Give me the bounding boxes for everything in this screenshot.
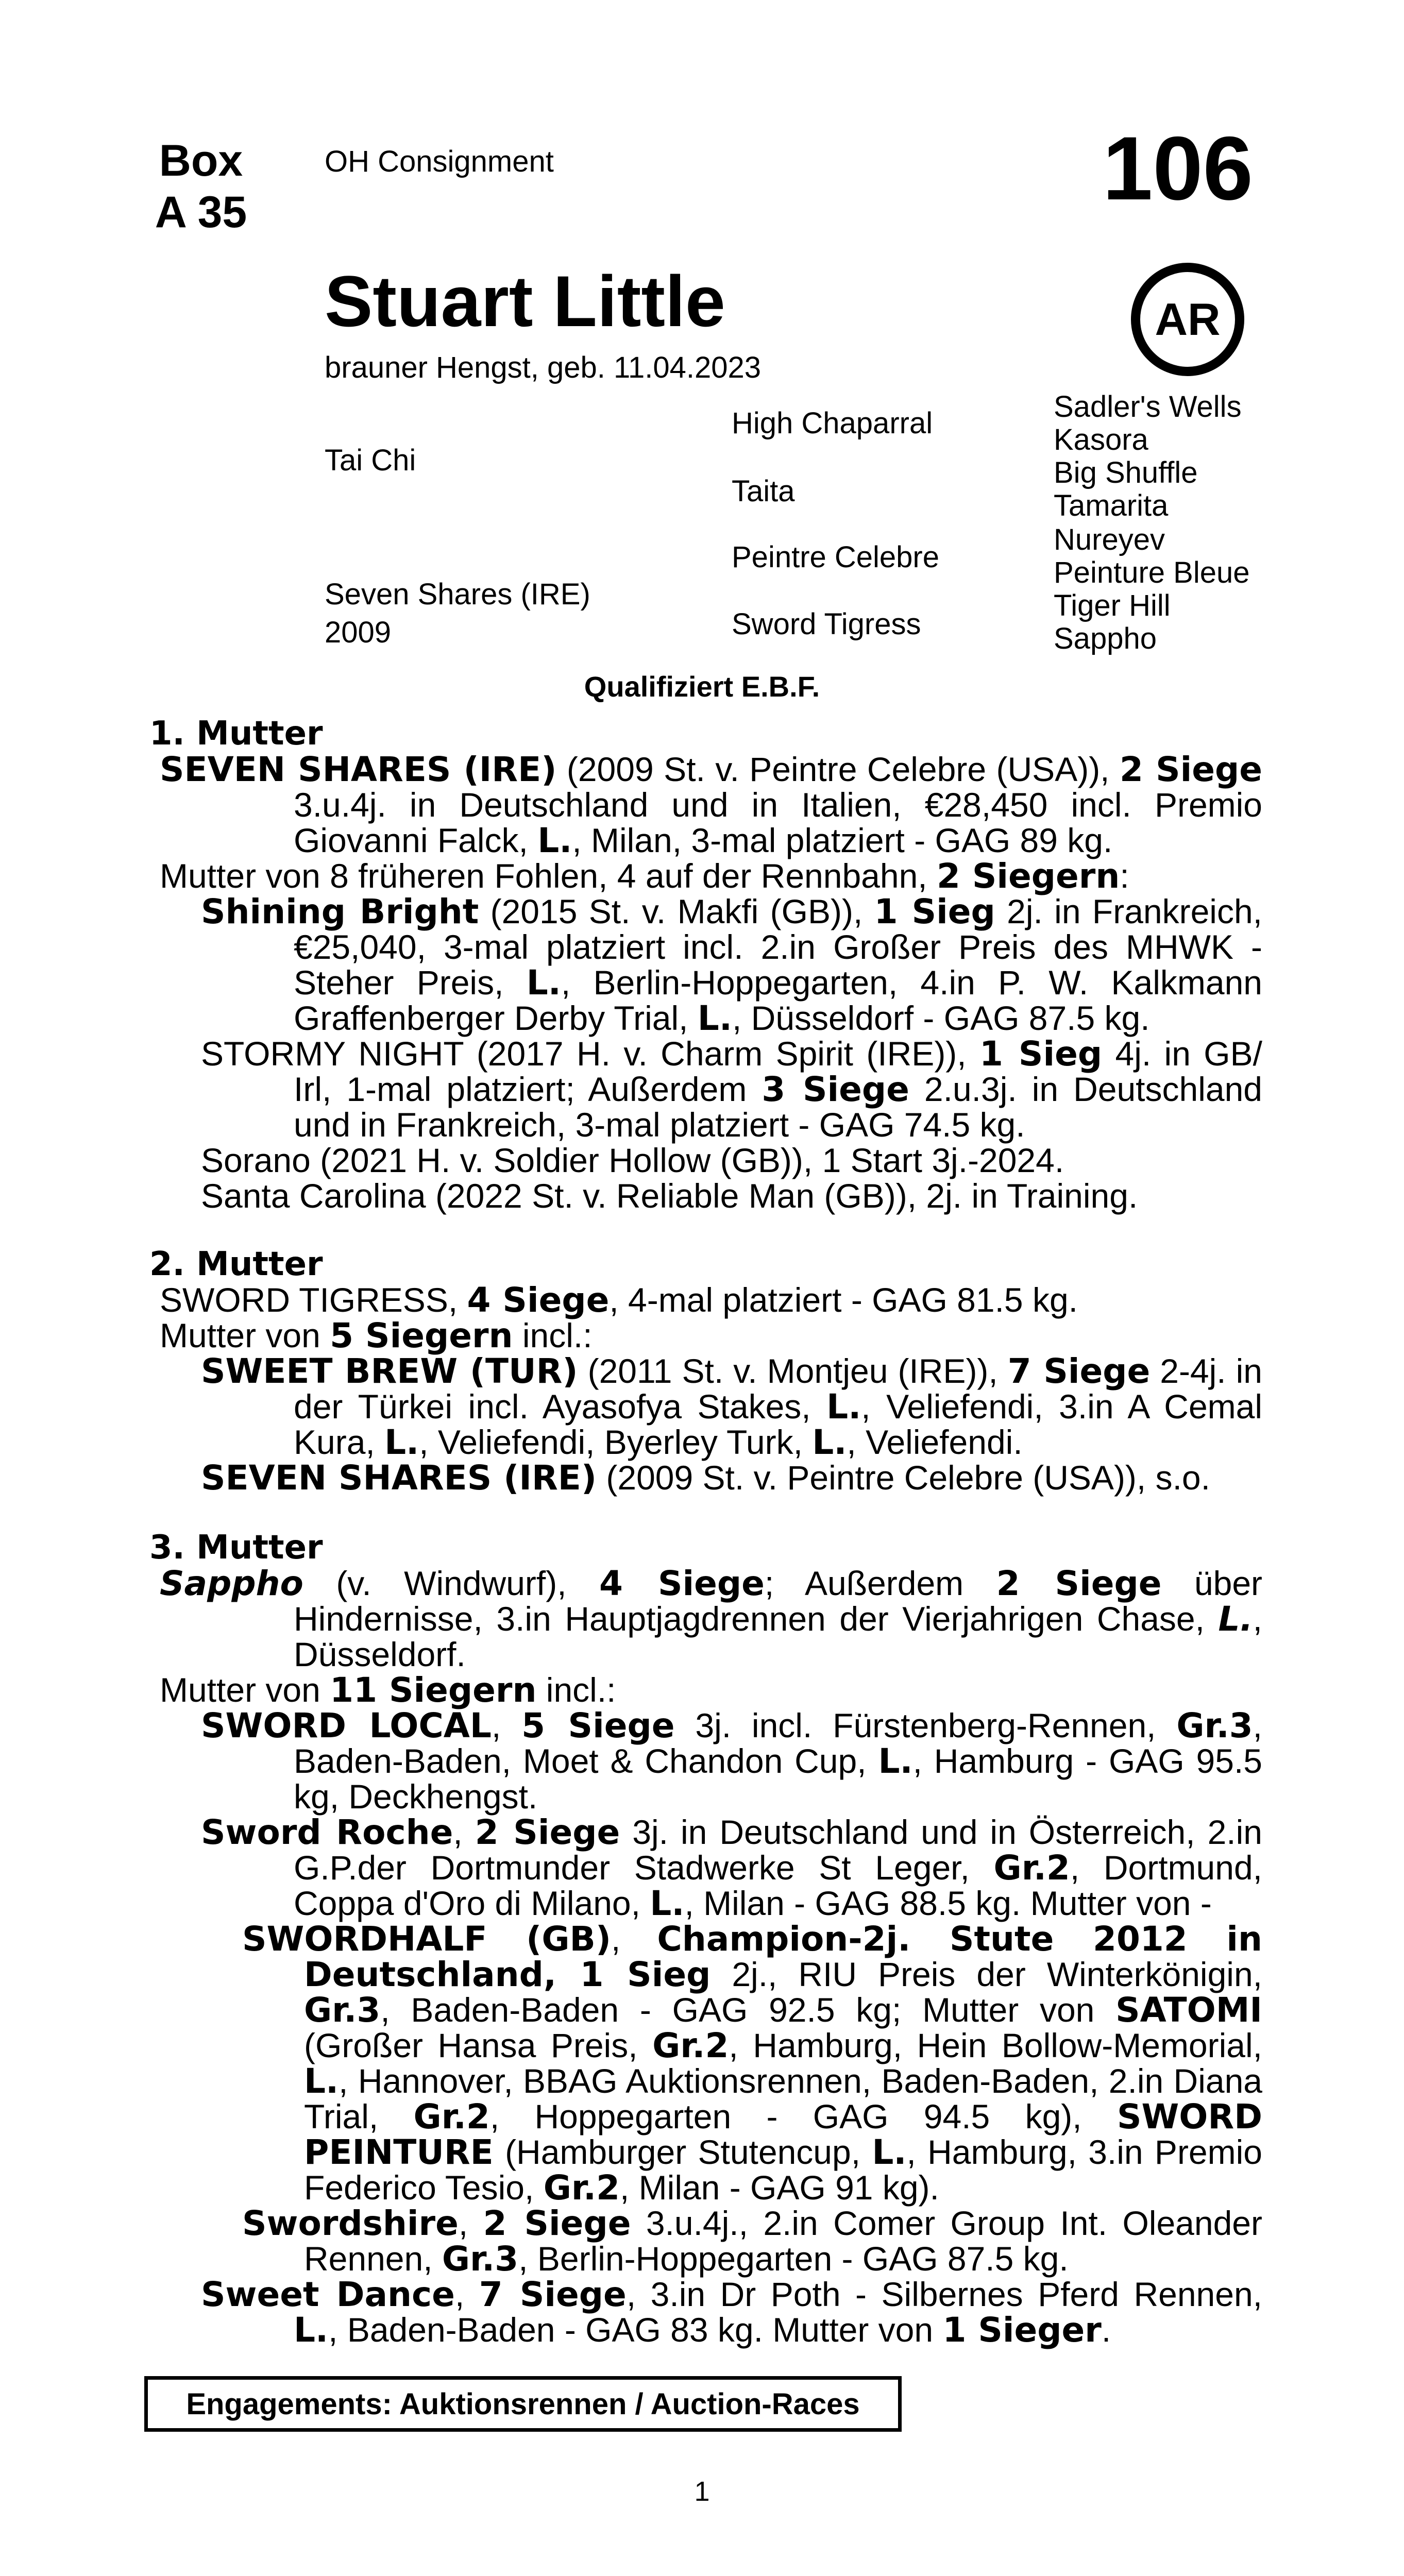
ar-badge-text: AR xyxy=(1155,294,1221,345)
race-grade: Gr.2 xyxy=(413,2097,490,2137)
text: , xyxy=(611,1920,657,1958)
text: , xyxy=(454,2275,479,2313)
race-grade: L. xyxy=(294,2310,329,2350)
wins: 4 Siege xyxy=(599,1564,765,1603)
grand-offspring-entry xyxy=(149,1921,1262,2206)
offspring-entry: Sorano (2021 H. v. Soldier Hollow (GB)), 1 Start 3j.-2024. xyxy=(201,1141,1064,1179)
pedigree-sire: Tai Chi xyxy=(325,444,416,477)
text: über Hindernisse, 3.in Hauptjagdrennen der Vierjahrigen Chase, xyxy=(294,1564,1263,1638)
offspring-entry xyxy=(149,1353,1262,1460)
winners-count: 5 Siegern xyxy=(330,1316,513,1355)
text: 3.u.4j., 2.in Comer Group Int. Oleander Rennen, xyxy=(304,2204,1262,2278)
offspring-name: Swordshire xyxy=(242,2204,459,2243)
race-grade: L. xyxy=(1218,1599,1253,1639)
text: , xyxy=(491,1706,522,1744)
text: SWORD TIGRESS, xyxy=(160,1281,467,1319)
text: 2.u.3j. in Deutschland und in Frankreich, 3-mal platziert - GAG 74.5 kg. xyxy=(294,1070,1263,1144)
produce-summary xyxy=(149,1672,1262,1708)
offspring-entry xyxy=(149,1708,1262,1815)
offspring-name: SEVEN SHARES (IRE) xyxy=(201,1458,597,1498)
offspring-entry xyxy=(149,2277,1262,2348)
text: , Hamburg - GAG 95.5 kg, Deckhengst. xyxy=(294,1742,1262,1816)
text: (v. Windwurf), xyxy=(303,1564,599,1602)
text: , Veliefendi. xyxy=(847,1423,1023,1461)
race-grade: L. xyxy=(650,1884,685,1923)
race-grade: L. xyxy=(826,1387,861,1427)
text: , Düsseldorf - GAG 87.5 kg. xyxy=(732,999,1150,1037)
text: , Milan - GAG 88.5 kg. Mutter von - xyxy=(684,1884,1212,1922)
wins: 4 Siege xyxy=(467,1280,610,1320)
pedigree-great-5: Nureyev xyxy=(1054,523,1165,556)
text: 3j. incl. Fürstenberg-Rennen, xyxy=(674,1706,1177,1744)
offspring-name: Sweet Dance xyxy=(201,2275,455,2314)
winners-count: 11 Siegern xyxy=(330,1670,537,1710)
text: , Düsseldorf. xyxy=(294,1600,1262,1673)
race-grade: L. xyxy=(304,2061,339,2101)
wins: 1 Sieg xyxy=(979,1034,1103,1074)
consignor: OH Consignment xyxy=(325,145,554,178)
pedigree-great-2: Kasora xyxy=(1054,423,1148,456)
text: , Veliefendi, Byerley Turk, xyxy=(419,1423,813,1461)
wins: 7 Siege xyxy=(479,2275,627,2314)
ar-badge xyxy=(1131,263,1244,376)
text: . xyxy=(1101,2311,1111,2349)
race-grade: L. xyxy=(872,2132,907,2172)
dam-name: Sappho xyxy=(160,1564,303,1603)
text: , Veliefendi, 3.in A Cemal Kura, xyxy=(294,1387,1263,1461)
text: , Berlin-Hoppegarten - GAG 87.5 kg. xyxy=(518,2240,1069,2278)
box-line-1: Box xyxy=(159,136,243,185)
pedigree-dam: Seven Shares (IRE) xyxy=(325,578,590,611)
text: 4j. in GB/ Irl, 1-mal platziert; Außerdem xyxy=(294,1035,1262,1108)
text: Mutter von xyxy=(160,1671,330,1709)
race-grade: L. xyxy=(526,963,561,1003)
race-grade: L. xyxy=(812,1422,847,1462)
offspring-name: Shining Bright xyxy=(201,892,479,931)
qualification: Qualifiziert E.B.F. xyxy=(584,670,820,703)
dam-entry xyxy=(149,752,1262,858)
text: (2009 St. v. Peintre Celebre (USA)), s.o. xyxy=(597,1459,1210,1497)
pedigree-grand-1: High Chaparral xyxy=(732,406,933,440)
produce-summary xyxy=(149,1318,1262,1353)
section-third-dam xyxy=(149,1530,1262,2348)
text: , xyxy=(453,1813,475,1851)
text: 3.u.4j. in Deutschland und in Italien, €28,450 incl. Premio Giovanni Falck, xyxy=(294,786,1262,859)
pedigree-great-3: Big Shuffle xyxy=(1054,456,1198,489)
section-heading: 1. Mutter xyxy=(149,715,323,753)
section-first-dam xyxy=(149,716,1262,1214)
wins: 7 Siege xyxy=(1007,1351,1151,1391)
wins: 2 Siege xyxy=(475,1812,620,1852)
offspring-name: SWORDHALF (GB) xyxy=(242,1919,611,1959)
wins: 5 Siege xyxy=(521,1706,675,1745)
text: , 3.in Dr Poth - Silbernes Pferd Rennen, xyxy=(626,2275,1262,2313)
race-grade: L. xyxy=(384,1422,419,1462)
box-label xyxy=(149,135,304,238)
produce-summary xyxy=(149,858,1262,894)
text: , Berlin-Hoppegarten, 4.in P. W. Kalkmann Graffenberger Derby Trial, xyxy=(294,963,1262,1037)
text: (2015 St. v. Makfi (GB)), xyxy=(479,892,874,930)
engagements-text: Engagements: Auktionsrennen / Auction-Races xyxy=(186,2387,860,2421)
text: STORMY NIGHT (2017 H. v. Charm Spirit (IRE)), xyxy=(201,1035,979,1073)
text: (2011 St. v. Montjeu (IRE)), xyxy=(578,1352,1008,1390)
wins: 2 Siege xyxy=(483,2204,631,2243)
dam-entry xyxy=(149,1282,1262,1318)
offspring-entry xyxy=(149,894,1262,1036)
race-grade: Gr.3 xyxy=(304,1990,381,2030)
offspring-name: SWEET BREW (TUR) xyxy=(201,1351,578,1391)
text: 3j. in Deutschland und in Österreich, 2.in G.P.der Dortmunder Stadwerke St Leger, xyxy=(294,1813,1262,1887)
text: , xyxy=(458,2204,483,2242)
champion-note: Champion-2j. Stute 2012 in Deutschland, 1 Sieg xyxy=(304,1919,1262,1994)
pedigree-great-4: Tamarita xyxy=(1054,489,1169,522)
grand-offspring-entry xyxy=(149,2206,1262,2277)
race-grade: L. xyxy=(878,1741,913,1781)
offspring-entry xyxy=(149,1036,1262,1143)
text: , Baden-Baden - GAG 92.5 kg; Mutter von xyxy=(380,1991,1116,2029)
race-grade: Gr.2 xyxy=(543,2168,620,2208)
text: , Hannover, BBAG Auktionsrennen, Baden-Baden, 2.in Diana Trial, xyxy=(304,2062,1262,2136)
wins: 2 Siege xyxy=(996,1564,1162,1603)
text: : xyxy=(1120,857,1129,895)
horse-name: Stuart Little xyxy=(325,261,725,342)
pedigree-great-7: Tiger Hill xyxy=(1054,589,1171,622)
text: , Dortmund, Coppa d'Oro di Milano, xyxy=(294,1849,1262,1922)
section-heading: 3. Mutter xyxy=(149,1529,323,1567)
race-grade: L. xyxy=(697,998,732,1038)
race-grade: Gr.2 xyxy=(993,1848,1070,1888)
race-grade: Gr.3 xyxy=(1176,1706,1253,1745)
pedigree-great-1: Sadler's Wells xyxy=(1054,390,1242,423)
race-grade: Gr.2 xyxy=(652,2026,729,2065)
text: 2j. in Frankreich, €25,040, 3-mal platziert incl. 2.in Großer Preis des MHWK - Steher Preis, xyxy=(294,892,1262,1002)
wins: 1 Sieg xyxy=(874,892,995,931)
text: ; Außerdem xyxy=(764,1564,996,1602)
lot-number: 106 xyxy=(1103,118,1253,219)
text: , 4-mal platziert - GAG 81.5 kg. xyxy=(609,1281,1078,1319)
winners-count: 2 Siegern xyxy=(936,856,1120,896)
text: (Hamburger Stutencup, xyxy=(493,2133,872,2171)
offspring-name: SWORD LOCAL xyxy=(201,1706,492,1745)
text: (Großer Hansa Preis, xyxy=(304,2026,653,2064)
dam-name: SEVEN SHARES (IRE) xyxy=(160,750,557,789)
text: , Hoppegarten - GAG 94.5 kg), xyxy=(489,2097,1117,2136)
text: (2009 St. v. Peintre Celebre (USA)), xyxy=(556,750,1120,788)
offspring-entry xyxy=(149,1460,1262,1496)
text: , Baden-Baden, Moet & Chandon Cup, xyxy=(294,1706,1263,1780)
text: , Milan, 3-mal platziert - GAG 89 kg. xyxy=(572,821,1113,859)
offspring-entry: Santa Carolina (2022 St. v. Reliable Man (GB)), 2j. in Training. xyxy=(201,1177,1138,1215)
section-heading: 2. Mutter xyxy=(149,1245,323,1283)
offspring-name: Sword Roche xyxy=(201,1812,453,1852)
engagements-box xyxy=(144,2376,902,2432)
pedigree-grand-4: Sword Tigress xyxy=(732,607,921,641)
dam-entry xyxy=(149,1566,1262,1672)
page-number: 1 xyxy=(694,2476,710,2507)
text: , Baden-Baden - GAG 83 kg. Mutter von xyxy=(328,2311,943,2349)
box-line-2: A 35 xyxy=(155,188,247,237)
horse-description: brauner Hengst, geb. 11.04.2023 xyxy=(325,351,762,384)
offspring-name: SWORD PEINTURE xyxy=(304,2097,1262,2172)
offspring-name: SATOMI xyxy=(1115,1990,1262,2030)
offspring-entry xyxy=(149,1812,1262,1923)
text: Mutter von xyxy=(160,1316,330,1354)
winners-count: 1 Sieger xyxy=(942,2310,1102,2350)
text: , Milan - GAG 91 kg). xyxy=(620,2168,939,2207)
pedigree-dam-year: 2009 xyxy=(325,616,392,649)
pedigree-grand-2: Taita xyxy=(732,474,795,508)
race-grade: Gr.3 xyxy=(442,2239,519,2279)
text: incl.: xyxy=(536,1671,616,1709)
text: 2-4j. in der Türkei incl. Ayasofya Stakes, xyxy=(294,1352,1263,1426)
text: , Hamburg, 3.in Premio Federico Tesio, xyxy=(304,2133,1262,2207)
section-second-dam xyxy=(149,1247,1262,1496)
pedigree-grand-3: Peintre Celebre xyxy=(732,540,939,574)
text: , Hamburg, Hein Bollow-Memorial, xyxy=(729,2026,1262,2064)
pedigree-great-6: Peinture Bleue xyxy=(1054,556,1250,589)
pedigree-great-8: Sappho xyxy=(1054,622,1157,655)
wins: 2 Siege xyxy=(1120,750,1263,789)
text: incl.: xyxy=(513,1316,593,1354)
race-grade: L. xyxy=(537,821,572,860)
wins: 3 Siege xyxy=(762,1070,909,1109)
text: Mutter von 8 früheren Fohlen, 4 auf der Rennbahn, xyxy=(160,857,937,895)
text: 2j., RIU Preis der Winterkönigin, xyxy=(711,1955,1262,1993)
